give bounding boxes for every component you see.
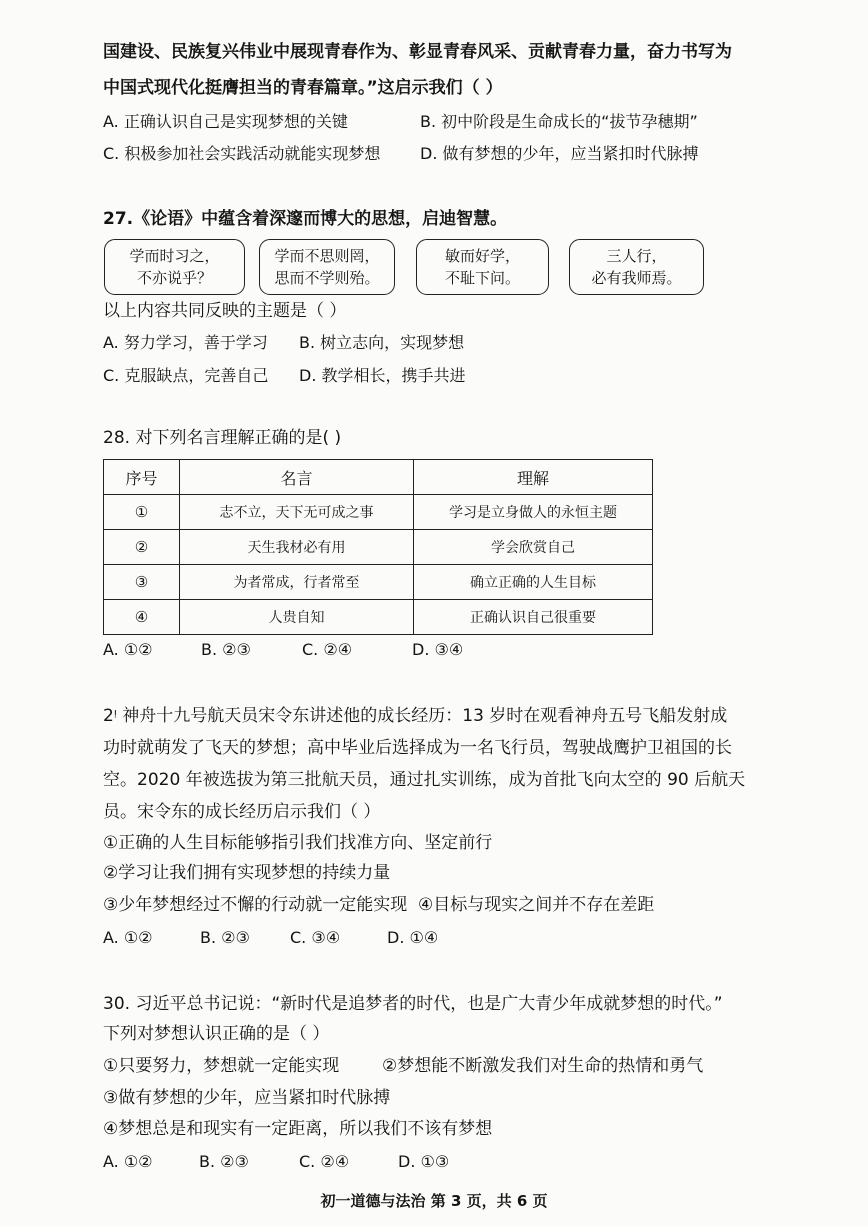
q29-line-3: 空。2020 年被选拔为第三批航天员，通过扎实训练，成为首批飞向太空的 90 后航天 <box>103 770 746 790</box>
q27-option-c: C. 克服缺点，完善自己 <box>103 366 269 385</box>
q27-question: 以上内容共同反映的主题是（ ） <box>103 301 347 321</box>
q27-option-a: A. 努力学习，善于学习 <box>103 333 268 352</box>
row-2-quote: 天生我材必有用 <box>180 530 414 565</box>
table-row <box>104 600 653 635</box>
q27-quote-2-line-2: 思而不学则殆。 <box>274 269 380 287</box>
row-1-quote: 志不立，天下无可成之事 <box>180 495 414 530</box>
q26-line-1: 国建设、民族复兴伟业中展现青春作为、彰显青春风采、贡献青春力量，奋力书写为 <box>103 42 732 62</box>
q26-option-a: A. 正确认识自己是实现梦想的关键 <box>103 112 348 131</box>
q30-statement-1: ①只要努力，梦想就一定能实现 <box>103 1056 340 1076</box>
row-1-meaning: 学习是立身做人的永恒主题 <box>414 495 653 530</box>
row-1-index: ① <box>104 495 180 530</box>
table-row <box>104 495 653 530</box>
q29-statement-3: ③少年梦想经过不懈的行动就一定能实现 <box>103 895 408 915</box>
q28-option-a: A. ①② <box>103 640 153 659</box>
q30-statement-2: ②梦想能不断激发我们对生命的热情和勇气 <box>382 1056 704 1076</box>
q27-quote-2-line-1: 学而不思则罔， <box>274 247 380 265</box>
q30-option-c: C. ②④ <box>299 1152 350 1171</box>
q29-line-4: 员。宋令东的成长经历启示我们（ ） <box>103 802 381 822</box>
q30-statement-3: ③做有梦想的少年，应当紧扣时代脉搏 <box>103 1088 391 1108</box>
page-footer: 初一道德与法治 第 3 页，共 6 页 <box>320 1192 548 1210</box>
row-4-meaning: 正确认识自己很重要 <box>414 600 653 635</box>
q30-line-1: 30. 习近平总书记说：“新时代是追梦者的时代，也是广大青少年成就梦想的时代。” <box>103 994 723 1014</box>
q26-option-c: C. 积极参加社会实践活动就能实现梦想 <box>103 144 381 163</box>
q27-quote-4-line-2: 必有我师焉。 <box>591 269 682 287</box>
q26-option-d: D. 做有梦想的少年，应当紧扣时代脉搏 <box>420 144 699 163</box>
q29-statement-4: ④目标与现实之间并不存在差距 <box>418 895 655 915</box>
header-index: 序号 <box>104 460 180 495</box>
q27-quote-box-1 <box>104 239 245 295</box>
table-header-row <box>104 460 653 495</box>
row-2-meaning: 学会欣赏自己 <box>414 530 653 565</box>
q28-stem: 28. 对下列名言理解正确的是( ) <box>103 428 342 448</box>
q27-quote-3-line-2: 不耻下问。 <box>444 269 520 287</box>
q28-option-c: C. ②④ <box>302 640 353 659</box>
row-3-meaning: 确立正确的人生目标 <box>414 565 653 600</box>
q30-option-d: D. ①③ <box>398 1152 450 1171</box>
q29-option-a: A. ①② <box>103 928 153 947</box>
q29-option-c: C. ③④ <box>290 928 341 947</box>
q29-line-2: 功时就萌发了飞天的梦想；高中毕业后选择成为一名飞行员，驾驶战鹰护卫祖国的长 <box>103 738 732 758</box>
q29-statement-2: ②学习让我们拥有实现梦想的持续力量 <box>103 863 391 883</box>
q27-quote-1-line-2: 不亦说乎？ <box>136 269 212 287</box>
q29-line-1: 2ᵎ 神舟十九号航天员宋令东讲述他的成长经历：13 岁时在观看神舟五号飞船发射成 <box>103 706 728 726</box>
q29-statement-1: ①正确的人生目标能够指引我们找准方向、坚定前行 <box>103 833 493 853</box>
table-row <box>104 565 653 600</box>
q28-option-b: B. ②③ <box>201 640 251 659</box>
q26-line-2: 中国式现代化挺膺担当的青春篇章。”这启示我们（ ） <box>103 78 503 98</box>
q27-quote-4-line-1: 三人行， <box>606 247 667 265</box>
row-3-index: ③ <box>104 565 180 600</box>
q29-option-b: B. ②③ <box>200 928 250 947</box>
q30-line-2: 下列对梦想认识正确的是（ ） <box>103 1024 330 1044</box>
q28-option-d: D. ③④ <box>412 640 464 659</box>
row-3-quote: 为者常成，行者常至 <box>180 565 414 600</box>
q27-quote-3-line-1: 敏而好学， <box>444 247 520 265</box>
q27-stem: 27.《论语》中蕴含着深邃而博大的思想，启迪智慧。 <box>103 209 508 229</box>
q27-quote-1-line-1: 学而时习之， <box>129 247 220 265</box>
q29-option-d: D. ①④ <box>387 928 439 947</box>
q30-option-a: A. ①② <box>103 1152 153 1171</box>
q27-option-b: B. 树立志向，实现梦想 <box>299 333 465 352</box>
row-4-index: ④ <box>104 600 180 635</box>
row-2-index: ② <box>104 530 180 565</box>
q28-quotes-table <box>103 459 653 635</box>
header-meaning: 理解 <box>414 460 653 495</box>
row-4-quote: 人贵自知 <box>180 600 414 635</box>
q27-quote-box-2 <box>259 239 395 295</box>
q26-option-b: B. 初中阶段是生命成长的“拔节孕穗期” <box>420 112 698 131</box>
q27-quote-box-3 <box>416 239 549 295</box>
table-row <box>104 530 653 565</box>
header-quote: 名言 <box>180 460 414 495</box>
q27-quote-box-4 <box>569 239 704 295</box>
q30-statement-4: ④梦想总是和现实有一定距离，所以我们不该有梦想 <box>103 1119 493 1139</box>
q27-option-d: D. 教学相长，携手共进 <box>299 366 466 385</box>
q30-option-b: B. ②③ <box>199 1152 249 1171</box>
